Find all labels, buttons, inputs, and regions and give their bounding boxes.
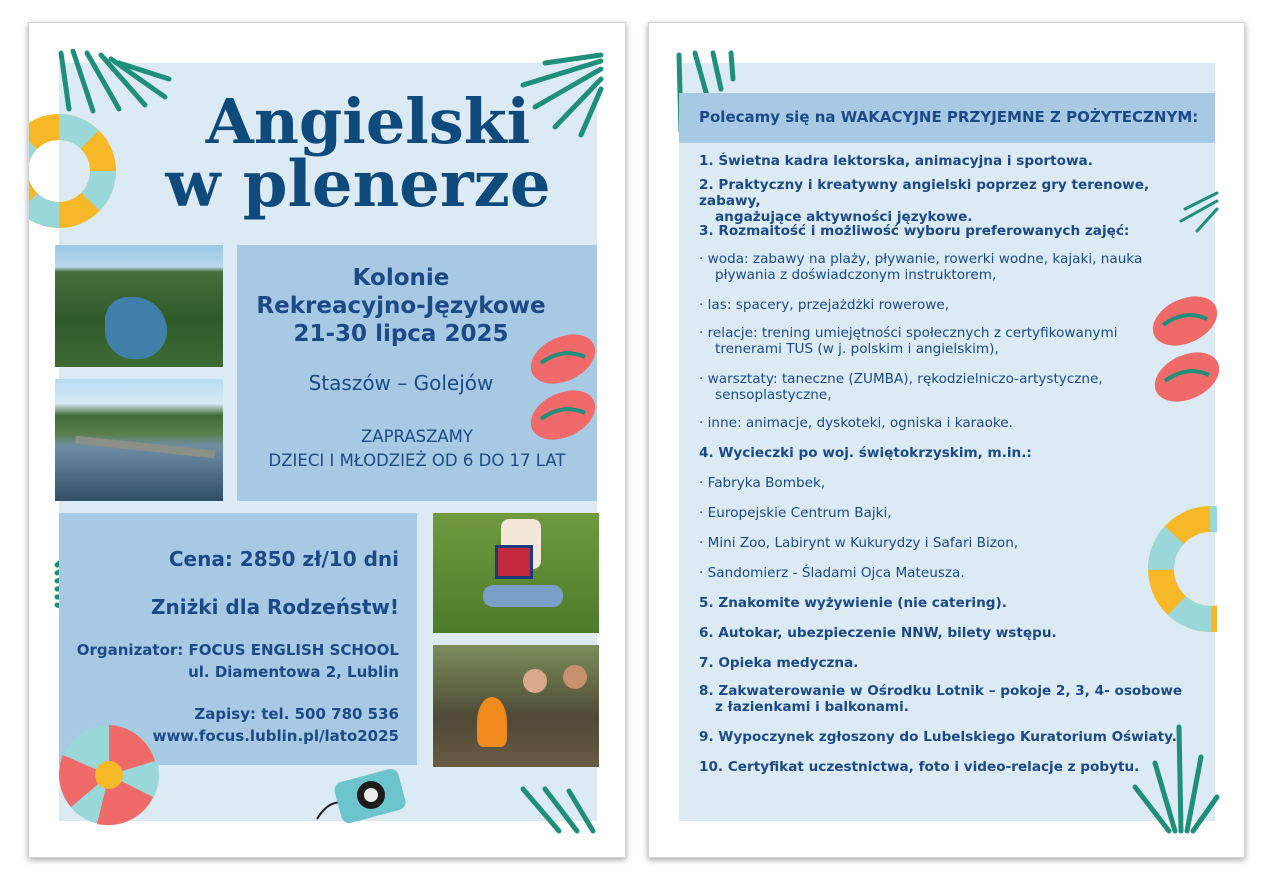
palm-leaf-icon [519,785,599,835]
lake-pier-photo [55,379,223,501]
benefit-item-line2: sensoplastyczne, [715,387,832,403]
benefit-item [699,729,1177,745]
invite-line1: ZAPRASZAMY [360,427,473,446]
benefit-item-line1: 5. Znakomite wyżywienie (nie catering). [699,595,1007,611]
benefit-item [699,475,825,491]
benefit-item-line1: 4. Wycieczki po woj. świętokrzyskim, m.in.: [699,445,1032,461]
signup-phone: Zapisy: tel. 500 780 536 [194,705,399,723]
price-text: Cena: 2850 zł/10 dni [168,547,399,571]
palm-leaf-icon [1129,723,1221,835]
benefit-item [699,565,965,581]
benefit-item-line2: trenerami TUS (w j. polskim i angielskim), [715,341,999,357]
flip-flops-icon [527,329,597,453]
lake-aerial-photo [55,245,223,367]
palm-leaf-icon [1179,187,1219,235]
benefit-item [699,325,1118,357]
benefit-item-line2: z łazienkami i balkonami. [715,699,909,715]
swim-ring-icon [1143,497,1217,643]
camera-icon [311,759,411,823]
beach-ball-icon [57,723,161,827]
benefit-item-line1: · Fabryka Bombek, [699,475,826,491]
benefit-item-line1: 6. Autokar, ubezpieczenie NNW, bilety wstępu. [699,625,1057,641]
organizer-address: ul. Diamentowa 2, Lublin [188,663,399,681]
benefit-item [699,535,1018,551]
benefit-item [699,505,892,521]
benefit-item-line1: · woda: zabawy na plaży, pływanie, rowerki wodne, kajaki, nauka [699,251,1143,267]
invite-line2: DZIECI I MŁODZIEŻ OD 6 DO 17 LAT [268,451,566,470]
benefit-item [699,625,1057,641]
benefit-item-line2: angażujące aktywności językowe. [715,209,973,225]
benefit-item-line1: 1. Świetna kadra lektorska, animacyjna i sportowa. [699,153,1093,169]
campfire-photo [433,645,599,767]
camp-type-line1: Kolonie [352,265,450,291]
benefit-item [699,297,949,313]
camp-location: Staszów – Golejów [308,371,494,395]
website-url: www.focus.lublin.pl/lato2025 [152,727,399,745]
benefit-item [699,251,1142,283]
benefit-item-line1: 3. Rozmaitość i możliwość wyboru preferowanych zajęć: [699,223,1130,239]
title-line-1: Angielski [205,85,531,158]
benefit-item [699,595,1007,611]
benefit-item-line1: 8. Zakwaterowanie w Ośrodku Lotnik – pokoje 2, 3, 4- osobowe [699,683,1183,699]
benefit-item-line1: · Sandomierz - Śladami Ojca Mateusza. [699,565,965,581]
benefit-item [699,415,1013,431]
benefit-item-line2: pływania z doświadczonym instruktorem, [715,267,997,283]
benefit-item [699,177,1199,225]
flip-flops-icon [1149,291,1219,417]
benefit-item-line1: · warsztaty: taneczne (ZUMBA), rękodzielniczo-artystyczne, [699,371,1103,387]
flyer-back-page [648,22,1245,858]
child-reading-photo [433,513,599,633]
benefit-item-line1: 9. Wypoczynek zgłoszony do Lubelskiego Kuratorium Oświaty. [699,729,1177,745]
benefit-item-line1: 2. Praktyczny i kreatywny angielski poprzez gry terenowe, zabawy, [699,177,1150,209]
organizer-name: Organizator: FOCUS ENGLISH SCHOOL [76,641,399,659]
benefit-item-line1: · Mini Zoo, Labirynt w Kukurydzy i Safari Bizon, [699,535,1019,551]
benefit-item [699,683,1182,715]
title-line-2: w plenerze [165,147,551,222]
benefit-item [699,445,1032,461]
benefit-item-line1: · relacje: trening umiejętności społecznych z certyfikowanymi [699,325,1118,341]
benefit-item [699,759,1139,775]
benefits-header: Polecamy się na WAKACYJNE PRZYJEMNE Z POŻYTECZNYM: [679,93,1215,143]
benefit-item-line1: 10. Certyfikat uczestnictwa, foto i video-relacje z pobytu. [699,759,1140,775]
sibling-discount-text: Zniżki dla Rodzeństw! [151,595,399,619]
benefit-item [699,655,858,671]
camp-type-line2: Rekreacyjno-Językowe [256,293,546,319]
benefit-item-line1: · Europejskie Centrum Bajki, [699,505,892,521]
benefit-item [699,153,1093,169]
benefit-item [699,371,1103,403]
benefit-item [699,223,1129,239]
benefit-item-line1: · inne: animacje, dyskoteki, ogniska i karaoke. [699,415,1013,431]
camp-dates: 21-30 lipca 2025 [293,321,509,347]
flyer-front-page [28,22,626,858]
benefit-item-line1: 7. Opieka medyczna. [699,655,859,671]
benefit-item-line1: · las: spacery, przejażdżki rowerowe, [699,297,950,313]
